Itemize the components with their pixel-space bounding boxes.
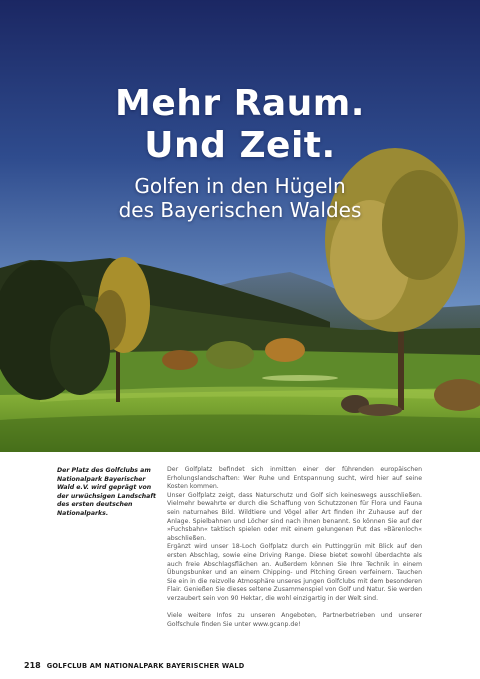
paragraph-more-info: Viele weitere Infos zu unseren Angeboten, Partnerbetrieben und unserer Golfschule finden Sie unter www.gcanp.de! — [167, 612, 422, 628]
page-number: 218 — [24, 661, 41, 670]
footer-club-name: GOLFCLUB AM NATIONALPARK BAYERISCHER WALD — [46, 662, 245, 670]
image-caption: Der Platz des Golfclubs am Nationalpark Bayerischer Wald e.V. wird geprägt von der urwüchsigen Landschaft des ersten deutschen Nationalparks. — [57, 467, 157, 517]
article-body — [167, 466, 422, 629]
page-title-line2: Und Zeit. — [144, 125, 336, 166]
page-title-line1: Mehr Raum. — [115, 83, 365, 124]
paragraph-facilities: Ergänzt wird unser 18-Loch Golfplatz durch ein Puttinggrün mit Blick auf den ersten Abschlag, sowie eine Driving Range. Diese bietet sowohl überdachte als auch freie Abschlagsflächen an. Außerdem können Sie Ihre Technik in einem Übungsbunker und an einem Chipping- und Pitching Green verfeinern. Tauchen Sie ein in die reizvolle Atmosphäre unseres jungen Golfclubs mit dem besonderen Flair. Genießen Sie dieses seltene Zusammenspiel von Golf und Natur. Sie werden verzaubert sein von 90 Hektar, die wohl einzigartig in der Welt sind. — [167, 543, 422, 602]
page-footer — [24, 661, 244, 670]
paragraph-nature: Unser Golfplatz zeigt, dass Naturschutz und Golf sich keineswegs ausschließen. Vielmehr bewahrte er durch die Schaffung von Schutzzonen für Flora und Fauna sein naturnahes Bild. Wildtiere und Vögel aller Art finden ihr Zuhause auf der Anlage. Spielbahnen und Löcher sind nach ihnen benannt. So können Sie auf der »Fuchsbahn« taktisch spielen oder mit einem gelungenen Put das »Bärenloch« abschließen. — [167, 491, 422, 542]
subtitle-line2: des Bayerischen Waldes — [118, 198, 362, 222]
subtitle-line1: Golfen in den Hügeln — [134, 174, 346, 198]
paragraph-intro: Der Golfplatz befindet sich inmitten einer der führenden europäischen Erholungslandschaften: Wer Ruhe und Entspannung sucht, wird hier auf seine Kosten kommen. — [167, 466, 422, 491]
